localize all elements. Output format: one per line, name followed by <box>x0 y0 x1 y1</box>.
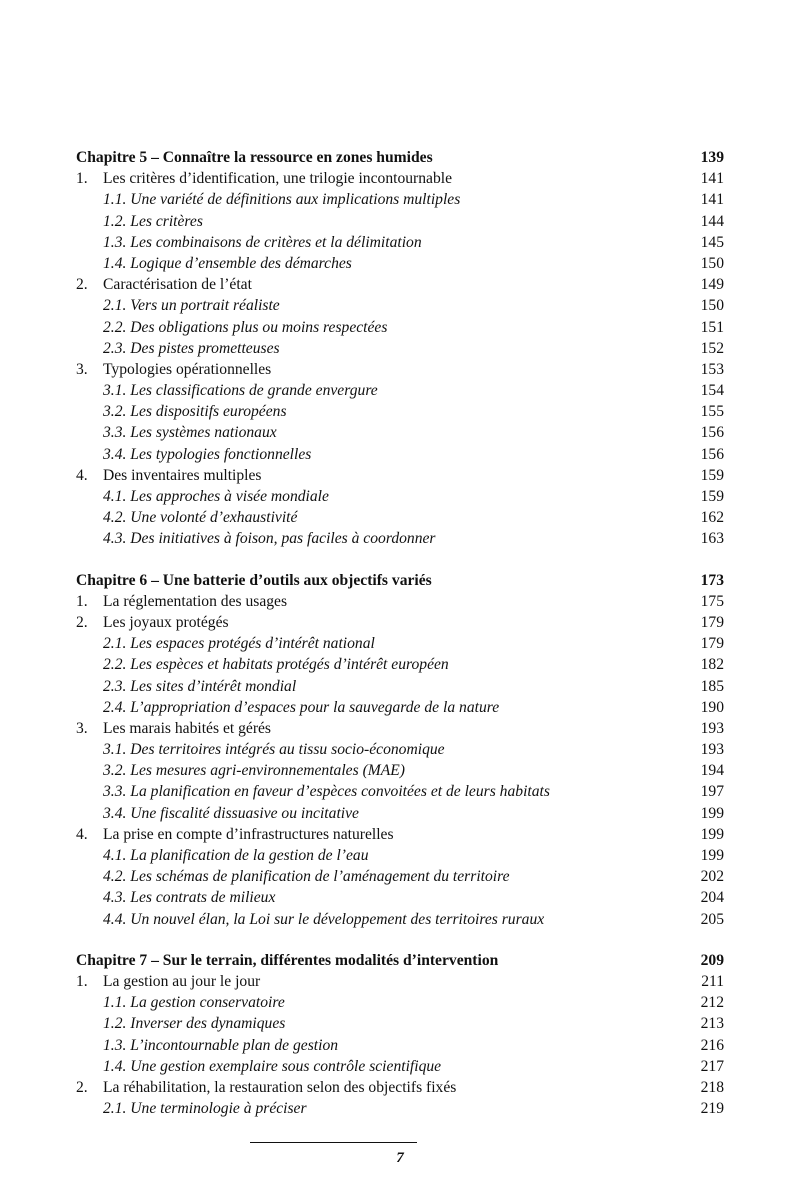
toc-subsection-row <box>76 253 724 274</box>
toc-subsection-row <box>76 1013 724 1034</box>
toc-subsection-row <box>76 189 724 210</box>
subsection-page: 199 <box>700 804 724 822</box>
toc-subsection-row <box>76 1056 724 1077</box>
toc-subsection-row <box>76 211 724 232</box>
subsection-title: 3.3. La planification en faveur d’espèces convoitées et de leurs habitats <box>103 783 550 801</box>
section-title: Typologies opérationnelles <box>103 360 272 378</box>
subsection-page: 216 <box>700 1036 724 1054</box>
section-number: 2. <box>76 276 88 294</box>
toc-subsection-row <box>76 401 724 422</box>
chapter-title: Chapitre 6 – Une batterie d’outils aux objectifs variés <box>76 571 432 589</box>
toc-chapter-heading <box>76 570 724 591</box>
subsection-page: 185 <box>700 677 724 695</box>
subsection-page: 213 <box>700 1015 724 1033</box>
subsection-page: 162 <box>700 509 724 527</box>
section-page: 153 <box>700 360 724 378</box>
toc-section-row <box>76 274 724 295</box>
subsection-title: 1.2. Inverser des dynamiques <box>103 1015 286 1033</box>
toc-chapter <box>76 950 724 1120</box>
toc-section-row <box>76 465 724 486</box>
subsection-title: 4.1. Les approches à visée mondiale <box>103 488 329 505</box>
toc-subsection-row <box>76 845 724 866</box>
section-page: 175 <box>700 592 724 610</box>
subsection-title: 3.4. Les typologies fonctionnelles <box>103 445 312 463</box>
section-number: 1. <box>76 972 88 990</box>
toc-subsection-row <box>76 295 724 316</box>
section-page: 141 <box>700 170 724 188</box>
section-label <box>76 359 271 380</box>
toc-section-row <box>76 359 724 380</box>
subsection-page: 156 <box>700 445 724 463</box>
toc-subsection-row <box>76 654 724 675</box>
subsection-page: 179 <box>700 635 724 653</box>
toc-subsection-row <box>76 760 724 781</box>
subsection-page: 219 <box>700 1100 724 1118</box>
toc-subsection-row <box>76 338 724 359</box>
section-title: La gestion au jour le jour <box>103 972 261 990</box>
subsection-page: 145 <box>700 233 724 251</box>
subsection-title: 2.2. Les espèces et habitats protégés d’intérêt européen <box>103 656 449 674</box>
section-page: 179 <box>700 613 724 631</box>
subsection-page: 182 <box>700 656 724 674</box>
section-label <box>76 718 271 739</box>
section-title: La prise en compte d’infrastructures naturelles <box>103 825 394 843</box>
toc-section-row <box>76 168 724 189</box>
toc-subsection-row <box>76 676 724 697</box>
toc-subsection-row <box>76 422 724 443</box>
subsection-page: 156 <box>700 424 724 442</box>
toc-subsection-row <box>76 781 724 802</box>
subsection-page: 150 <box>700 297 724 315</box>
toc-subsection-row <box>76 444 724 465</box>
subsection-page: 193 <box>700 741 724 759</box>
subsection-title: 2.2. Des obligations plus ou moins respectées <box>103 318 388 336</box>
section-number: 3. <box>76 719 88 737</box>
section-number: 2. <box>76 613 88 631</box>
toc-subsection-row <box>76 528 724 549</box>
section-number: 1. <box>76 170 88 188</box>
subsection-title: 2.1. Les espaces protégés d’intérêt national <box>103 635 375 653</box>
toc-section-row <box>76 824 724 845</box>
toc-subsection-row <box>76 1035 724 1056</box>
section-title: Les joyaux protégés <box>103 613 229 631</box>
toc-subsection-row <box>76 507 724 528</box>
subsection-title: 3.1. Des territoires intégrés au tissu socio-économique <box>103 741 445 759</box>
section-number: 1. <box>76 592 88 610</box>
toc-subsection-row <box>76 232 724 253</box>
toc-subsection-row <box>76 887 724 908</box>
section-label <box>76 1077 456 1098</box>
subsection-title: 1.4. Logique d’ensemble des démarches <box>103 254 352 272</box>
subsection-page: 194 <box>700 762 724 780</box>
toc-section-row <box>76 612 724 633</box>
section-number: 3. <box>76 360 88 378</box>
subsection-title: 4.1. La planification de la gestion de l’eau <box>103 847 369 864</box>
chapter-page: 209 <box>700 951 724 969</box>
section-label <box>76 465 262 486</box>
section-title: Des inventaires multiples <box>103 466 262 484</box>
toc-subsection-row <box>76 317 724 338</box>
toc-subsection-row <box>76 486 724 507</box>
toc-chapter-heading <box>76 950 724 971</box>
subsection-page: 159 <box>700 488 724 505</box>
section-page: 159 <box>700 466 724 484</box>
page-number: 7 <box>396 1150 404 1166</box>
toc-subsection-row <box>76 866 724 887</box>
subsection-title: 1.3. Les combinaisons de critères et la délimitation <box>103 233 422 251</box>
section-label <box>76 274 252 295</box>
subsection-page: 155 <box>700 403 724 421</box>
subsection-page: 154 <box>700 382 724 400</box>
toc-subsection-row <box>76 992 724 1013</box>
section-page: 149 <box>700 276 724 294</box>
subsection-title: 1.2. Les critères <box>103 212 203 230</box>
chapter-title: Chapitre 5 – Connaître la ressource en zones humides <box>76 149 433 166</box>
section-label <box>76 824 394 845</box>
section-label <box>76 612 229 633</box>
toc-subsection-row <box>76 633 724 654</box>
subsection-title: 3.2. Les dispositifs européens <box>103 403 287 421</box>
chapter-page: 139 <box>700 149 724 166</box>
section-title: La réhabilitation, la restauration selon des objectifs fixés <box>103 1078 457 1096</box>
section-label <box>76 168 452 189</box>
subsection-title: 1.1. La gestion conservatoire <box>103 994 285 1012</box>
toc-section-row <box>76 971 724 992</box>
subsection-page: 141 <box>700 191 724 209</box>
chapter-title: Chapitre 7 – Sur le terrain, différentes modalités d’intervention <box>76 951 499 969</box>
subsection-page: 151 <box>700 318 724 336</box>
subsection-title: 1.3. L’incontournable plan de gestion <box>103 1036 339 1054</box>
toc-subsection-row <box>76 803 724 824</box>
subsection-title: 1.4. Une gestion exemplaire sous contrôle scientifique <box>103 1057 442 1075</box>
subsection-title: 3.4. Une fiscalité dissuasive ou incitative <box>103 804 359 822</box>
subsection-title: 4.2. Une volonté d’exhaustivité <box>103 509 298 527</box>
section-title: Les marais habités et gérés <box>103 719 271 737</box>
subsection-title: 4.3. Les contrats de milieux <box>103 889 276 907</box>
subsection-title: 1.1. Une variété de définitions aux implications multiples <box>103 191 461 209</box>
section-label <box>76 971 260 992</box>
subsection-title: 3.3. Les systèmes nationaux <box>103 424 277 442</box>
subsection-title: 3.1. Les classifications de grande envergure <box>103 382 378 400</box>
subsection-page: 190 <box>700 698 724 716</box>
toc-chapter <box>76 147 724 550</box>
subsection-title: 3.2. Les mesures agri-environnementales (MAE) <box>103 762 405 780</box>
toc-section-row <box>76 1077 724 1098</box>
subsection-page: 202 <box>700 868 724 886</box>
table-of-contents <box>76 147 724 1139</box>
toc-subsection-row <box>76 1098 724 1119</box>
section-page: 211 <box>701 972 724 990</box>
toc-subsection-row <box>76 909 724 930</box>
subsection-title: 4.3. Des initiatives à foison, pas faciles à coordonner <box>103 530 436 548</box>
footer-rule <box>250 1142 417 1143</box>
toc-subsection-row <box>76 739 724 760</box>
section-title: La réglementation des usages <box>103 592 288 610</box>
toc-chapter <box>76 570 724 930</box>
subsection-page: 163 <box>700 530 724 548</box>
subsection-page: 217 <box>700 1057 724 1075</box>
subsection-title: 2.4. L’appropriation d’espaces pour la sauvegarde de la nature <box>103 698 500 716</box>
toc-subsection-row <box>76 380 724 401</box>
subsection-title: 4.2. Les schémas de planification de l’aménagement du territoire <box>103 868 510 886</box>
section-page: 218 <box>700 1078 724 1096</box>
subsection-title: 2.3. Les sites d’intérêt mondial <box>103 677 297 695</box>
section-page: 199 <box>700 825 724 843</box>
toc-section-row <box>76 591 724 612</box>
toc-chapter-heading <box>76 147 724 168</box>
subsection-title: 4.4. Un nouvel élan, la Loi sur le développement des territoires ruraux <box>103 910 545 928</box>
section-title: Les critères d’identification, une trilogie incontournable <box>103 170 453 188</box>
subsection-title: 2.1. Vers un portrait réaliste <box>103 297 280 315</box>
toc-section-row <box>76 718 724 739</box>
subsection-page: 144 <box>700 212 724 230</box>
subsection-page: 205 <box>700 910 724 928</box>
subsection-page: 204 <box>700 889 724 907</box>
section-number: 2. <box>76 1078 88 1096</box>
section-title: Caractérisation de l’état <box>103 276 252 294</box>
subsection-page: 199 <box>700 847 724 864</box>
section-page: 193 <box>700 719 724 737</box>
subsection-page: 152 <box>700 339 724 357</box>
subsection-page: 212 <box>700 994 724 1012</box>
chapter-page: 173 <box>700 571 724 589</box>
subsection-title: 2.1. Une terminologie à préciser <box>103 1100 307 1118</box>
section-label <box>76 591 287 612</box>
toc-subsection-row <box>76 697 724 718</box>
subsection-page: 197 <box>700 783 724 801</box>
subsection-title: 2.3. Des pistes prometteuses <box>103 339 280 357</box>
subsection-page: 150 <box>700 254 724 272</box>
section-number: 4. <box>76 466 88 484</box>
section-number: 4. <box>76 825 88 843</box>
